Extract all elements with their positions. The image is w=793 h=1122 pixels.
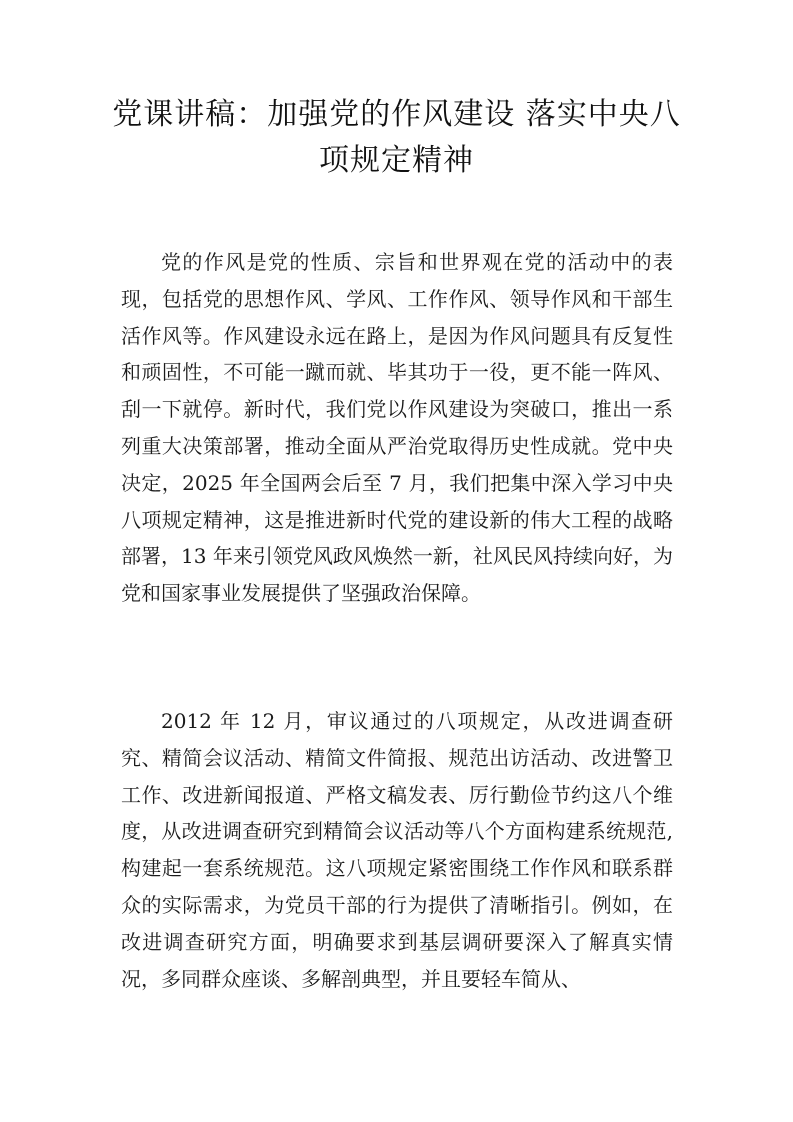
body-paragraph-1: 党的作风是党的性质、宗旨和世界观在党的活动中的表现，包括党的思想作风、学风、工作作风、领导作风和干部生活作风等。作风建设永远在路上，是因为作风问题具有反复性和顽固性，不可能一蹴而就、毕其功于一役，更不能一阵风、刮一下就停。新时代，我们党以作风建设为突破口，推出一系列重大决策部署，推动全面从严治党取得历史性成就。党中央决定，2025 年全国两会后至 7 月，我们把集中深入学习中央八项规定精神，这是推进新时代党的建设新的伟大工程的战略部署，13 年来引领党风政风焕然一新，社风民风持续向好，为党和国家事业发展提供了坚强政治保障。 xyxy=(121,250,673,606)
body-paragraph-2: 2012 年 12 月，审议通过的八项规定，从改进调查研究、精简会议活动、精简文件简报、规范出访活动、改进警卫工作、改进新闻报道、严格文稿发表、厉行勤俭节约这八个维度，从改进调查研究到精简会议活动等八个方面构建系统规范,构建起一套系统规范。这八项规定紧密围绕工作作风和联系群众的实际需求，为党员干部的行为提供了清晰指引。例如，在改进调查研究方面，明确要求到基层调研要深入了解真实情况，多同群众座谈、多解剖典型，并且要轻车简从、 xyxy=(121,709,673,991)
document-title: 党课讲稿：加强党的作风建设 落实中央八项规定精神 xyxy=(112,97,681,178)
